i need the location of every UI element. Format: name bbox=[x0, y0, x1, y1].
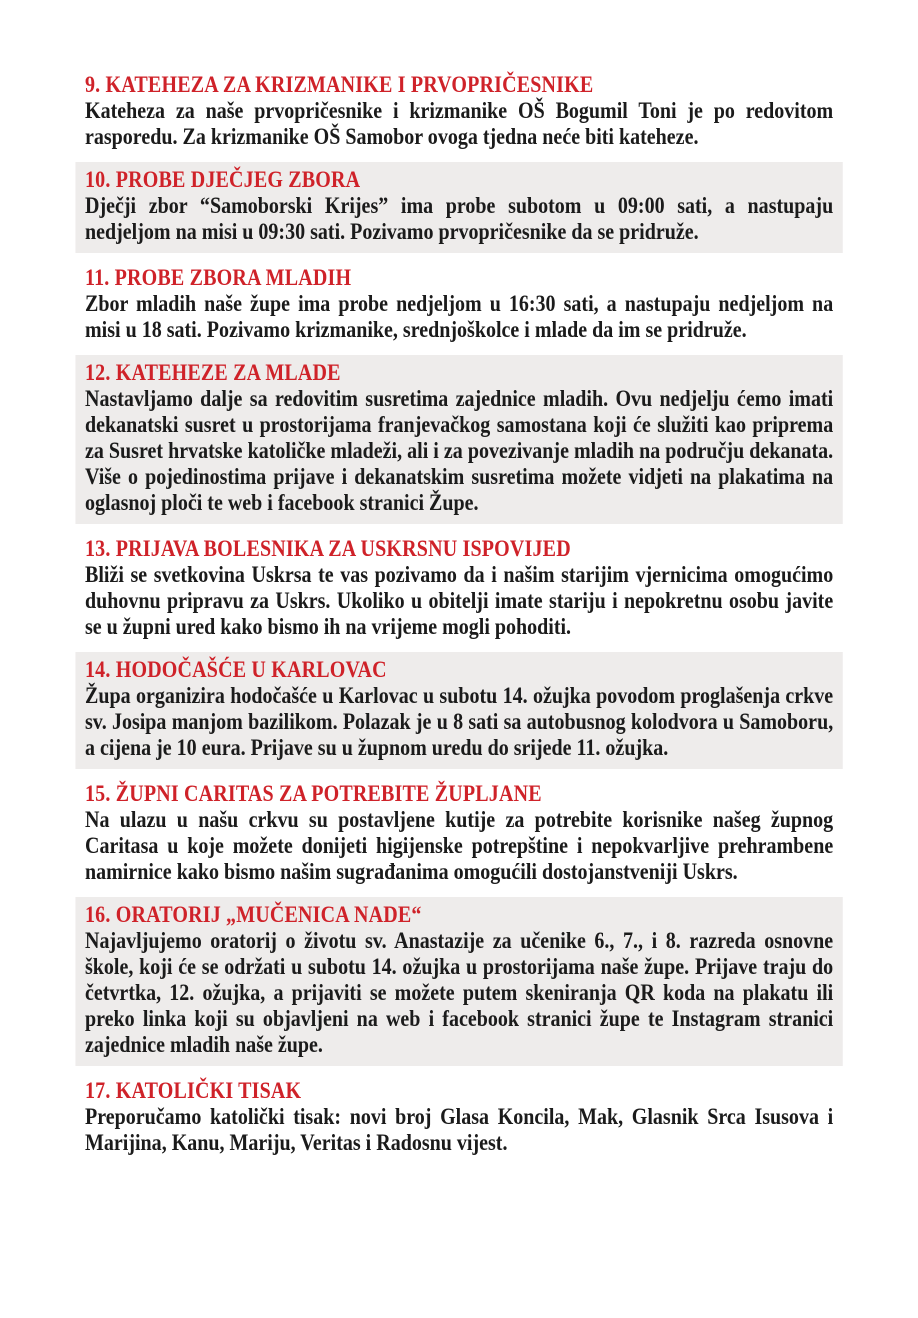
bulletin-section-11 bbox=[85, 265, 833, 343]
section-title: 13. PRIJAVA BOLESNIKA ZA USKRSNU ISPOVIJED bbox=[85, 536, 571, 561]
bulletin-section-14 bbox=[75, 652, 842, 769]
section-title: 17. KATOLIČKI TISAK bbox=[85, 1078, 302, 1103]
section-title: 9. KATEHEZA ZA KRIZMANIKE I PRVOPRIČESNIKE bbox=[85, 72, 594, 97]
bulletin-section-10 bbox=[75, 162, 842, 253]
section-title: 16. ORATORIJ „MUČENICA NADE“ bbox=[85, 902, 422, 927]
section-body: Bliži se svetkovina Uskrsa te vas pozivamo da i našim starijim vjernicima omogućimo duhovnu pripravu za Uskrs. Ukoliko u obitelji imate stariju i nepokretnu osobu javite se u župni ured kako bismo ih na vrijeme mogli pohoditi. bbox=[85, 562, 834, 639]
bulletin-section-17 bbox=[85, 1078, 833, 1156]
bulletin-section-13 bbox=[85, 536, 833, 640]
section-body: Najavljujemo oratorij o životu sv. Anastazije za učenike 6., 7., i 8. razreda osnovne škole, koji će se održati u subotu 14. ožujka u prostorijama naše župe. Prijave traju do četvrtka, 12. ožujka, a prijaviti se možete putem skeniranja QR koda na plakatu ili preko linka koji su objavljeni na web i facebook stranici župe te Instagram stranici zajednice mladih naše župe. bbox=[85, 928, 834, 1057]
section-title: 12. KATEHEZE ZA MLADE bbox=[85, 360, 341, 385]
bulletin-section-15 bbox=[85, 781, 833, 885]
section-body: Dječji zbor “Samoborski Krijes” ima probe subotom u 09:00 sati, a nastupaju nedjeljom na misi u 09:30 sati. Pozivamo prvopričesnike da se pridruže. bbox=[85, 193, 834, 244]
section-title: 14. HODOČAŠĆE U KARLOVAC bbox=[85, 657, 387, 682]
section-title: 10. PROBE DJEČJEG ZBORA bbox=[85, 167, 361, 192]
section-body: Župa organizira hodočašće u Karlovac u subotu 14. ožujka povodom proglašenja crkve sv. Josipa manjom bazilikom. Polazak je u 8 sati sa autobusnog kolodvora u Samoboru, a cijena je 10 eura. Prijave su u župnom uredu do srijede 11. ožujka. bbox=[85, 683, 834, 760]
bulletin-section-9 bbox=[85, 72, 833, 150]
section-body: Kateheza za naše prvopričesnike i krizmanike OŠ Bogumil Toni je po redovitom rasporedu. Za krizmanike OŠ Samobor ovoga tjedna neće biti kateheze. bbox=[85, 98, 834, 149]
bulletin-content bbox=[85, 72, 833, 1168]
section-body: Preporučamo katolički tisak: novi broj Glasa Koncila, Mak, Glasnik Srca Isusova i Marijina, Kanu, Mariju, Veritas i Radosnu vijest. bbox=[85, 1104, 834, 1155]
section-body: Na ulazu u našu crkvu su postavljene kutije za potrebite korisnike našeg župnog Caritasa u koje možete donijeti higijenske potrepštine i nepokvarljive prehrambene namirnice kako bismo našim sugrađanima omogućili dostojanstveniji Uskrs. bbox=[85, 807, 834, 884]
bulletin-section-12 bbox=[75, 355, 842, 524]
section-title: 15. ŽUPNI CARITAS ZA POTREBITE ŽUPLJANE bbox=[85, 781, 542, 806]
section-body: Nastavljamo dalje sa redovitim susretima zajednice mladih. Ovu nedjelju ćemo imati dekanatski susret u prostorijama franjevačkog samostana koji će služiti kao priprema za Susret hrvatske katoličke mladeži, ali i za povezivanje mladih na području dekanata. Više o pojedinostima prijave i dekanatskim susretima možete vidjeti na plakatima na oglasnoj ploči te web i facebook stranici Župe. bbox=[85, 386, 834, 515]
section-title: 11. PROBE ZBORA MLADIH bbox=[85, 265, 352, 290]
bulletin-section-16 bbox=[75, 897, 842, 1066]
section-body: Zbor mladih naše župe ima probe nedjeljom u 16:30 sati, a nastupaju nedjeljom na misi u 18 sati. Pozivamo krizmanike, srednjoškolce i mlade da im se pridruže. bbox=[85, 291, 834, 342]
